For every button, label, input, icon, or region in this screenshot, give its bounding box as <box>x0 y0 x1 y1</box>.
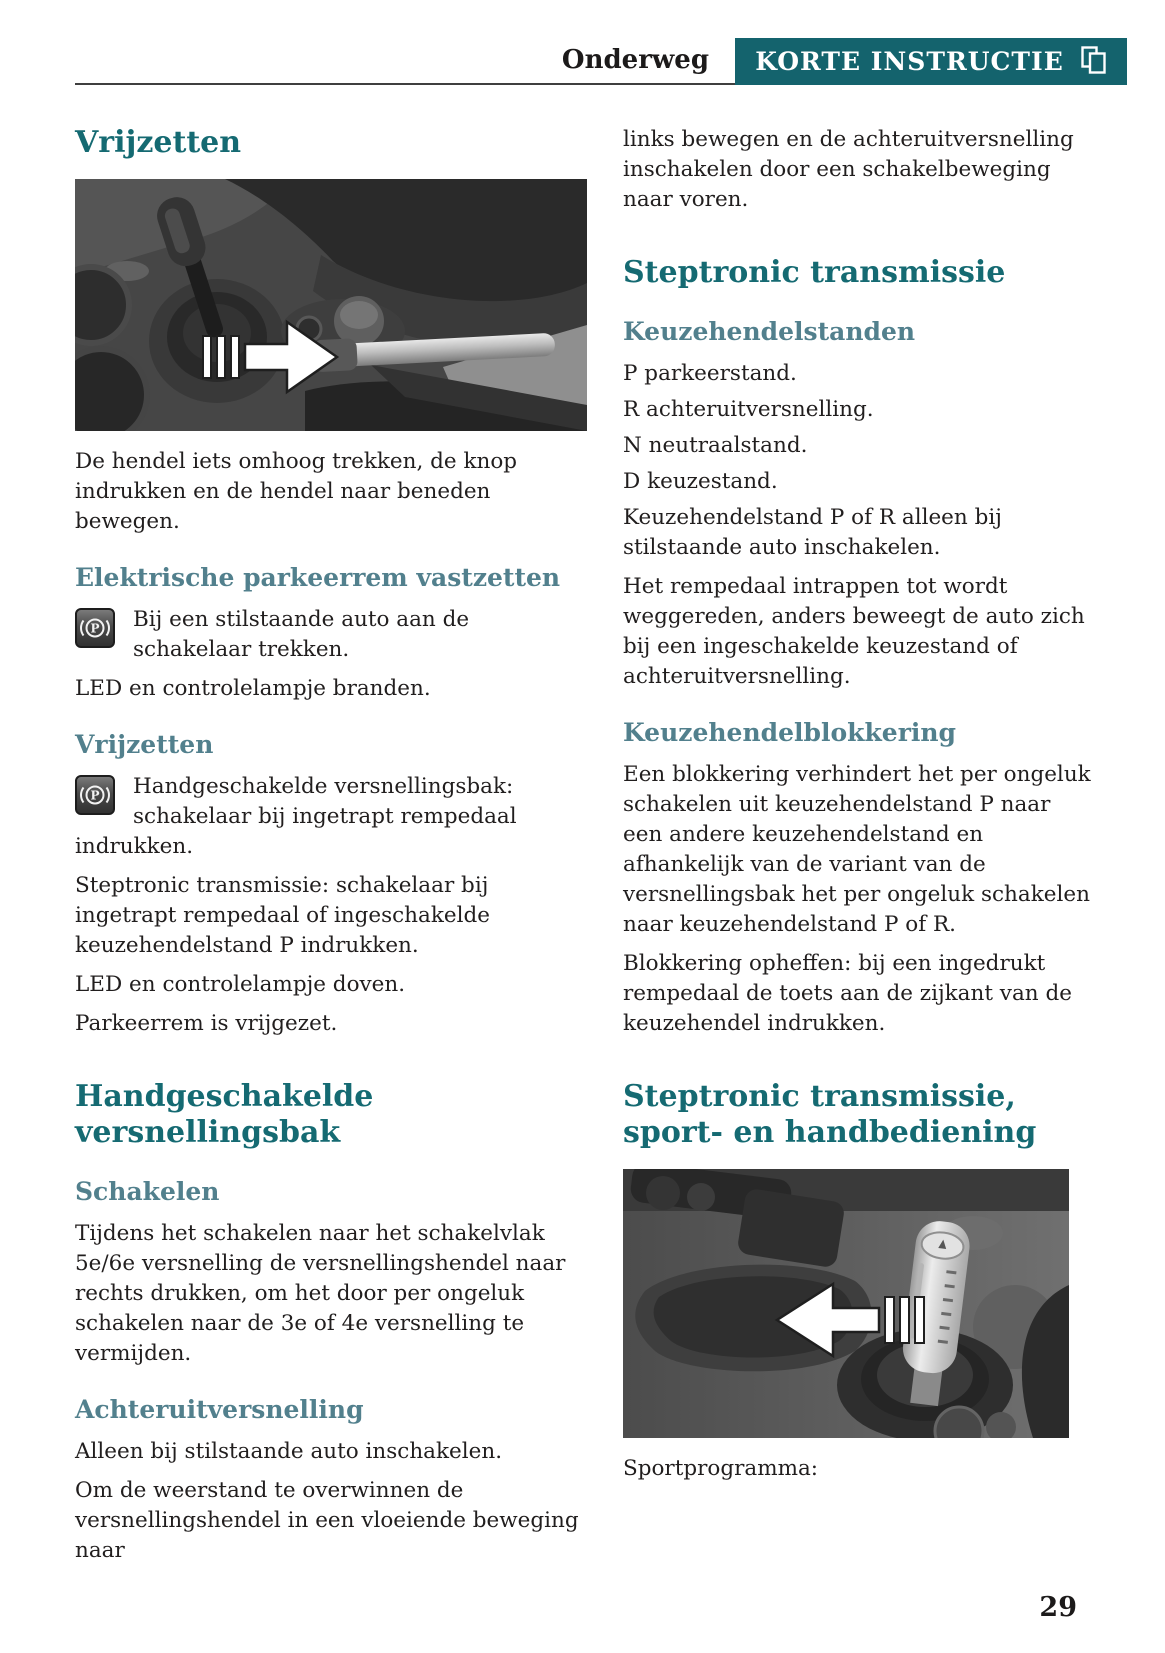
subheading-parkeerrem-vastzetten: Elektrische parkeerrem vastzetten <box>75 563 561 592</box>
section-badge <box>735 38 1127 85</box>
body-paragraph: De hendel iets omhoog trekken, de knop indrukken en de hendel naar beneden bewegen. <box>75 449 518 534</box>
section-title-handgeschakelde-versnellingsbak: Handgeschakelde versnellingsbak <box>75 1079 374 1150</box>
right-column <box>623 125 1093 1575</box>
svg-text:P: P <box>90 621 100 636</box>
body-paragraph: Tijdens het schakelen naar het schakelvlak 5e/6e versnelling de versnellingshendel naar rechts drukken, om het door per ongeluk schakelen naar de 3e of 4e versnelling te vermijden. <box>75 1221 566 1366</box>
body-paragraph: links bewegen en de achteruitversnelling inschakelen door een schakelbeweging naar voren. <box>623 127 1074 212</box>
subheading-keuzehendelblokkering: Keuzehendelblokkering <box>623 718 957 747</box>
section-badge-label: KORTE INSTRUCTIE <box>755 47 1064 76</box>
chapter-tab-label: Onderweg <box>561 45 709 75</box>
page-number: 29 <box>1039 1592 1077 1623</box>
subheading-keuzehendelstanden: Keuzehendelstanden <box>623 317 916 346</box>
body-paragraph-with-icon <box>75 772 587 862</box>
body-text: Handgeschakelde versnellingsbak: schakelaar bij ingetrapt rempedaal indrukken. <box>75 774 517 859</box>
body-paragraph: R achteruitversnelling. <box>623 397 874 422</box>
photo-caption: Sportprogramma: <box>623 1456 819 1481</box>
cupholder-shape <box>75 349 147 431</box>
two-column-layout <box>75 125 1127 1575</box>
parking-brake-button-icon <box>75 775 115 815</box>
subheading-schakelen: Schakelen <box>75 1177 220 1206</box>
body-paragraph: Parkeerrem is vrijgezet. <box>75 1011 338 1036</box>
section-title-steptronic-transmissie: Steptronic transmissie <box>623 255 1006 290</box>
left-column <box>75 125 587 1575</box>
subheading-achteruitversnelling: Achteruitversnelling <box>75 1395 364 1424</box>
body-paragraph: Steptronic transmissie: schakelaar bij ingetrapt rempedaal of ingeschakelde keuzehendelstand P indrukken. <box>75 873 490 958</box>
body-paragraph: LED en controlelampje doven. <box>75 972 406 997</box>
body-paragraph: Om de weerstand te overwinnen de versnellingshendel in een vloeiende beweging naar <box>75 1478 579 1563</box>
body-paragraph: Keuzehendelstand P of R alleen bij stilstaande auto inschakelen. <box>623 505 1002 560</box>
subheading-vrijzetten: Vrijzetten <box>75 730 214 759</box>
body-text: Bij een stilstaande auto aan de schakelaar trekken. <box>133 607 470 662</box>
section-title-steptronic-sport-handbediening: Steptronic transmissie, sport- en handbediening <box>623 1079 1037 1150</box>
body-paragraph: N neutraalstand. <box>623 433 808 458</box>
body-paragraph: Blokkering opheffen: bij een ingedrukt rempedaal de toets aan de zijkant van de keuzehendel indrukken. <box>623 951 1072 1036</box>
body-paragraph: Een blokkering verhindert het per ongeluk schakelen uit keuzehendelstand P naar een andere keuzehendelstand en afhankelijk van de variant van de versnellingsbak het per ongeluk schakelen naar keuzehendelstand P of R. <box>623 762 1091 937</box>
parking-brake-button-icon <box>75 608 115 648</box>
pages-icon <box>1080 45 1107 79</box>
body-paragraph-with-icon <box>75 605 587 665</box>
svg-text:P: P <box>90 788 100 803</box>
page-header <box>75 38 1127 85</box>
section-title-vrijzetten: Vrijzetten <box>75 125 242 160</box>
body-paragraph: Het rempedaal intrappen tot wordt weggereden, anders beweegt de auto zich bij een ingeschakelde keuzestand of achteruitversnelling. <box>623 574 1085 689</box>
cupholder-shape <box>75 267 129 343</box>
body-paragraph: P parkeerstand. <box>623 361 797 386</box>
gear-selector-photo <box>623 1169 1093 1438</box>
body-paragraph: D keuzestand. <box>623 469 778 494</box>
handbrake-release-photo <box>75 179 587 431</box>
body-paragraph: LED en controlelampje branden. <box>75 676 431 701</box>
body-paragraph: Alleen bij stilstaande auto inschakelen. <box>75 1439 503 1464</box>
